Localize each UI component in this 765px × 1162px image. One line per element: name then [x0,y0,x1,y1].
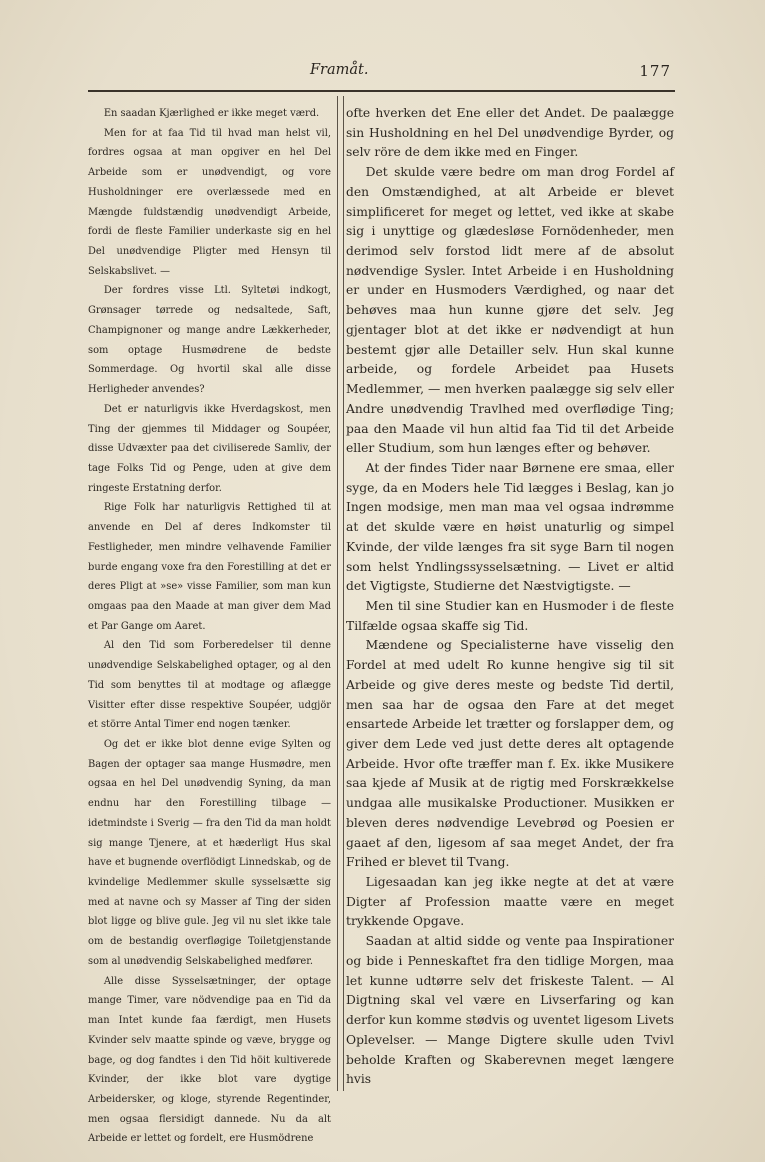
paragraph: Det skulde være bedre om man drog Fordel af den Omstændighed, at alt Arbeide er blevet simplificeret for meget og lettet, ved ikke at skabe sig i unyttige og glædesløse Fornödenheder, men derimod selv forstod lidt mere af de absolut nødvendige Sysler. Intet Arbeide i en Husholdning er under en Husmoders Værdighed, og naar det behøves maa hun kunne gjøre det selv. Jeg gjentager blot at det ikke er nødvendigt at hun bestemt gjør alle Detailler selv. Hun skal kunne arbeide, og fordele Arbeidet paa Husets Medlemmer, — men hverken paalægge sig selv eller Andre unødvendig Travlhed med overflødige Ting; paa den Maade vil hun altid faa Tid til det Arbeide eller Studium, som hun længes efter og behøver. [346,165,674,456]
paragraph: Saadan at altid sidde og vente paa Inspirationer og bide i Penneskaftet fra den tidlige Morgen, maa let kunne udtørre selv det friskeste Talent. — Al Digtning skal vel være en Livserfaring og kan derfor kun komme stødvis og uventet ligesom Livets Oplevelser. — Mange Digtere skulle uden Tvivl beholde Kraften og Skaberevnen meget længere hvis [346,934,674,1087]
paragraph: Rige Folk har naturligvis Rettighed til at anvende en Del af deres Indkomster til Festligheder, men mindre velhavende Familier burde engang voxe fra den Forestilling at det er deres Pligt at »se» visse Familier, som man kun omgaas paa den Maade at man giver dem Mad et Par Gange om Aaret. [88,502,331,632]
paragraph: Der fordres visse Ltl. Syltetøi indkogt, Grønsager tørrede og nedsaltede, Saft, Champignoner og mange andre Lækkerheder, som optage Husmødrene de bedste Sommerdage. Og hvortil skal alle disse Herligheder anvendes? [88,285,331,396]
paragraph: Og det er ikke blot denne evige Sylten og Bagen der optager saa mange Husmødre, men ogsaa en hel Del unødvendig Syning, da man endnu har den Forestilling tilbage — idetmindste i Sverig — fra den Tid da man holdt sig mange Tjenere, at et hæderligt Hus skal have et bugnende overflödigt Linnedskab, og de kvindelige Medlemmer skulle sysselsætte sig med at navne och sy Masser af Ting der siden blot ligge og blive gule. Jeg vil nu slet ikke tale om de bestandig overfløgige Toiletgjenstande som al unødvendig Selskabelighed medfører. [88,739,331,967]
paragraph: Alle disse Sysselsætninger, der optage mange Timer, vare nödvendige paa en Tid da man Intet kunde faa færdigt, men Husets Kvinder selv maatte spinde og væve, brygge og bage, og dog fandtes i den Tid höit kultiverede Kvinder, der ikke blot vare dygtige Arbeidersker, og kloge, styrende Regentinder, men ogsaa flersidigt dannede. Nu da alt Arbeide er lettet og fordelt, ere Husmödrene [88,975,331,1145]
page-header [88,62,673,84]
paragraph: Mændene og Specialisterne have visselig den Fordel at med udelt Ro kunne hengive sig til sit Arbeide og give deres meste og bedste Tid dertil, men saa har de ogsaa den Fare at det meget ensartede Arbeide let trætter og forslapper dem, og giver dem Lede ved just dette deres alt optagende Arbeide. Hvor ofte træffer man f. Ex. ikke Musikere saa kjede af Musik at de rigtig med Forskrækkelse undgaa alle musikalske Productioner. Musikken er bleven deres nødvendige Levebrød og Poesien er gaaet af den, ligesom af saa meget Andet, der fra Frihed er blevet til Tvang. [346,638,674,870]
paragraph: Det er naturligvis ikke Hverdagskost, men Ting der gjemmes til Middager og Soupéer, disse Udvæxter paa det civiliserede Samliv, der tage Folks Tid og Penge, uden at give dem ringeste Erstatning derfor. [88,403,331,494]
paragraph: Al den Tid som Forberedelser til denne unødvendige Selskabelighed optager, og al den Tid som benyttes til at modtage og aflægge Visitter efter disse respektive Soupéer, udgjör et större Antal Timer end nogen tænker. [88,640,331,731]
left-column [88,104,331,1149]
column-divider [337,96,344,1091]
paragraph: Men til sine Studier kan en Husmoder i de fleste Tilfælde ogsaa skaffe sig Tid. [346,598,674,633]
running-title: Framåt. [310,62,369,78]
paragraph: ofte hverken det Ene eller det Andet. De paalægge sin Husholdning en hel Del unødvendige Byrder, og selv röre de dem ikke med en Finger. [346,106,674,160]
paragraph: Men for at faa Tid til hvad man helst vil, fordres ogsaa at man opgiver en hel Del Arbeide som er unødvendigt, og vore Husholdninger ere overlæssede med en Mængde fuldstændig unødvendigt Arbeide, fordi de fleste Familier underkaste sig en hel Del unødvendige Pligter med Hensyn til Selskabslivet. — [88,127,331,277]
paragraph: At der findes Tider naar Børnene ere smaa, eller syge, da en Moders hele Tid lægges i Beslag, kan jo Ingen modsige, men man maa vel ogsaa indrømme at det skulde være en høist unaturlig og simpel Kvinde, der vilde længes fra sit syge Barn til nogen som helst Yndlingssysselsætning. — Livet er altid det Vigtigste, Studierne det Næstvigtigste. — [346,460,674,594]
paragraph: Ligesaadan kan jeg ikke negte at det at være Digter af Profession maatte være en meget trykkende Opgave. [346,875,674,929]
right-column [346,104,674,1090]
paragraph: En saadan Kjærlighed er ikke meget værd. [103,108,320,119]
page-number: 177 [639,62,671,80]
header-rule [88,90,675,92]
